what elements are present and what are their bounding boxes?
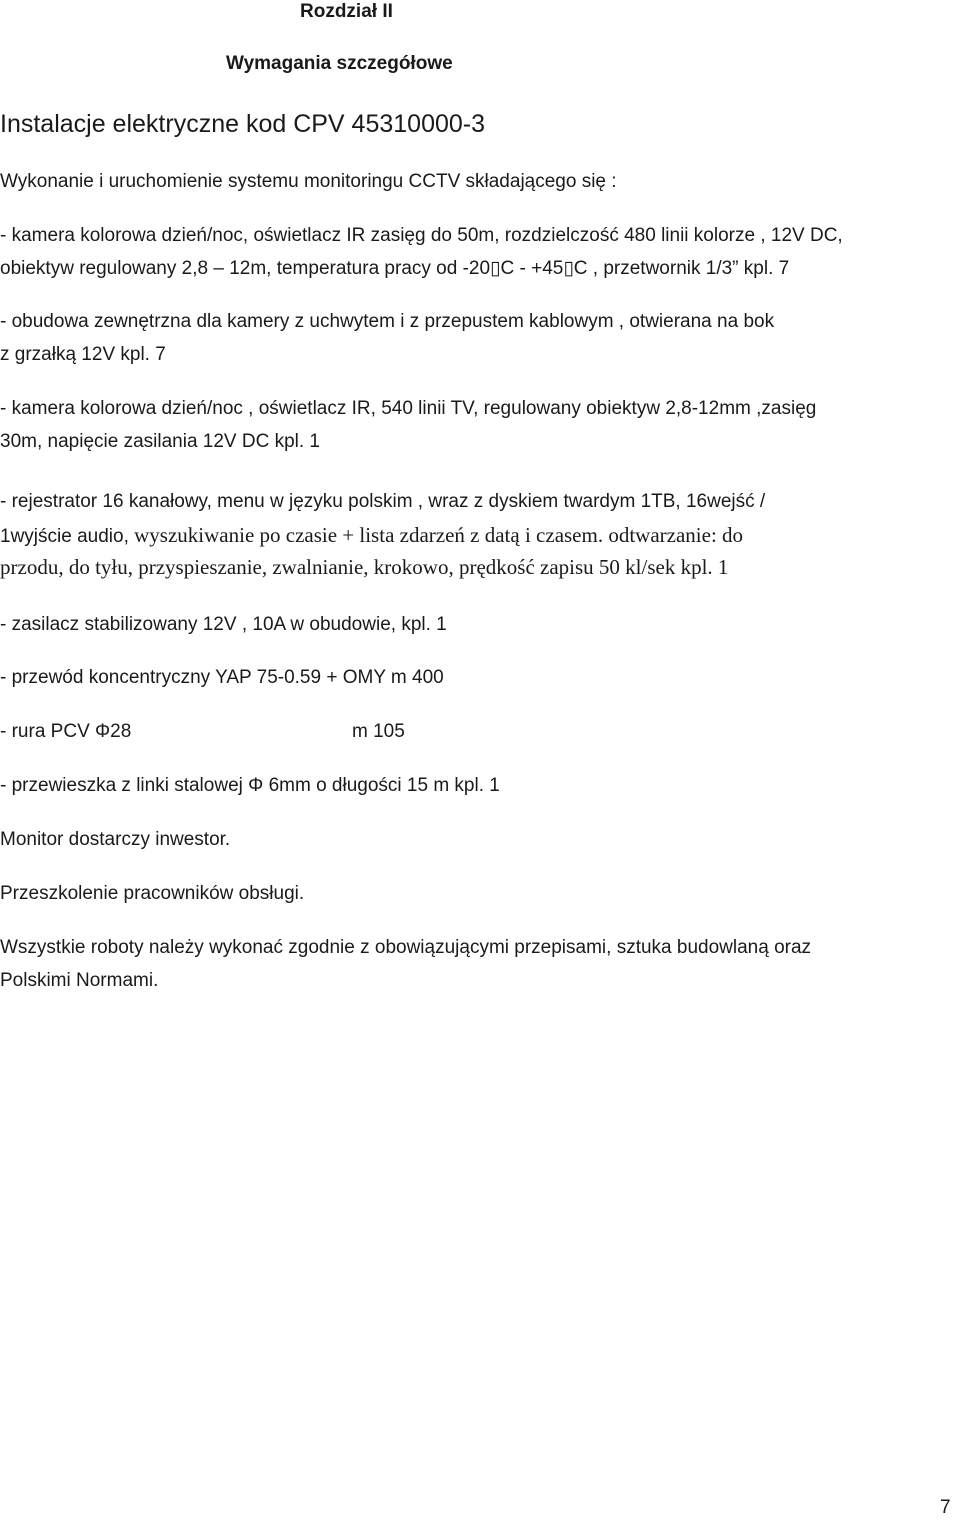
note-line: Polskimi Normami. bbox=[0, 970, 159, 991]
list-item-line: - rejestrator 16 kanałowy, menu w języku polskim , wraz z dyskiem twardym 1TB, 16wejść / bbox=[0, 491, 766, 512]
list-item-line: - rura PCV Φ28 bbox=[0, 721, 132, 742]
list-item-line bbox=[0, 523, 743, 549]
list-item-line: - obudowa zewnętrzna dla kamery z uchwytem i z przepustem kablowym , otwierana na bok bbox=[0, 311, 775, 332]
list-item-line: - zasilacz stabilizowany 12V , 10A w obudowie, kpl. 1 bbox=[0, 614, 447, 635]
section-title: Instalacje elektryczne kod CPV 45310000-3 bbox=[0, 110, 486, 138]
list-item-line: - kamera kolorowa dzień/noc , oświetlacz IR, 540 linii TV, regulowany obiektyw 2,8-12mm ,zasięg bbox=[0, 398, 817, 419]
list-item-line: - przewód koncentryczny YAP 75-0.59 + OMY m 400 bbox=[0, 667, 444, 688]
list-item-quantity: m 105 bbox=[352, 721, 405, 742]
note-line: Monitor dostarczy inwestor. bbox=[0, 829, 231, 850]
list-item-line: obiektyw regulowany 2,8 – 12m, temperatura pracy od -20▯C - +45▯C , przetwornik 1/3” kpl. 7 bbox=[0, 258, 790, 279]
page-number: 7 bbox=[940, 1497, 951, 1518]
note-line: Wszystkie roboty należy wykonać zgodnie z obowiązującymi przepisami, sztuka budowlaną oraz bbox=[0, 937, 812, 958]
intro-text: Wykonanie i uruchomienie systemu monitoringu CCTV składającego się : bbox=[0, 171, 617, 192]
list-item-line: 30m, napięcie zasilania 12V DC kpl. 1 bbox=[0, 431, 321, 452]
list-item-line: z grzałką 12V kpl. 7 bbox=[0, 344, 166, 365]
list-item-segment-serif: wyszukiwanie po czasie + lista zdarzeń z datą i czasem. odtwarzanie: do bbox=[134, 523, 744, 547]
list-item-line: przodu, do tyłu, przyspieszanie, zwalnianie, krokowo, prędkość zapisu 50 kl/sek kpl. 1 bbox=[0, 555, 729, 579]
list-item-line: - przewieszka z linki stalowej Φ 6mm o długości 15 m kpl. 1 bbox=[0, 775, 500, 796]
chapter-heading: Rozdział II bbox=[300, 1, 393, 22]
subheading: Wymagania szczegółowe bbox=[226, 53, 453, 74]
list-item-segment: 1wyjście audio, bbox=[0, 526, 135, 547]
list-item-line: - kamera kolorowa dzień/noc, oświetlacz IR zasięg do 50m, rozdzielczość 480 linii kolorze , 12V DC, bbox=[0, 225, 843, 246]
note-line: Przeszkolenie pracowników obsługi. bbox=[0, 883, 305, 904]
